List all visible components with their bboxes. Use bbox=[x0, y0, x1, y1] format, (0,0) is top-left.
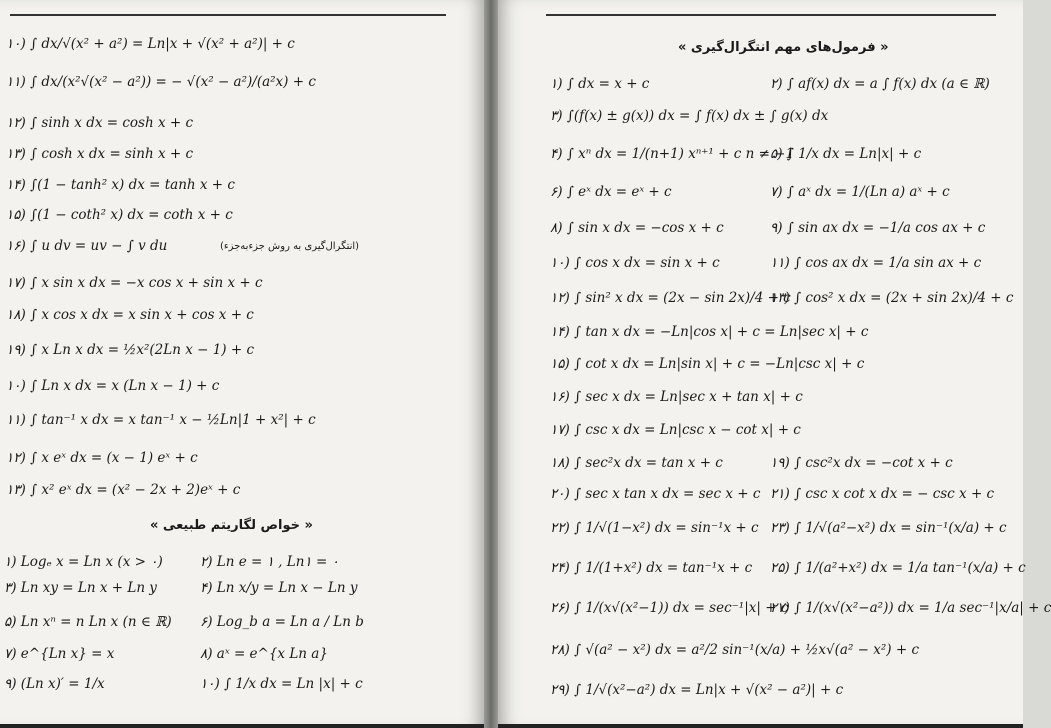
formula-row-3-a: ۴) ∫ xⁿ dx = 1/(n+1) xⁿ⁺¹ + c n ≠ −1 bbox=[550, 146, 795, 162]
formula-row-14-a: ۲۲) ∫ 1/√(1−x²) dx = sin⁻¹x + c bbox=[550, 520, 759, 536]
formula-row-10-a: ۱۶) ∫ sec x dx = Ln|sec x + tan x| + c bbox=[550, 389, 803, 405]
log-row-2-b: ۴) Ln x/y = Ln x − Ln y bbox=[200, 580, 358, 596]
book-gutter bbox=[484, 0, 498, 728]
formula-row-8-a: ۱۴) ∫ tan x dx = −Ln|cos x| + c = Ln|sec x| + c bbox=[550, 324, 869, 340]
bottom-edge bbox=[0, 724, 484, 728]
formula-row-5-b: ۹) ∫ sin ax dx = −1/a cos ax + c bbox=[770, 220, 986, 236]
formula-row-15-a: ۲۴) ∫ 1/(1+x²) dx = tan⁻¹x + c bbox=[550, 560, 753, 576]
log-row-1-a: ۱) Logₑ x = Ln x (x > ۰) bbox=[4, 554, 163, 570]
formula-left-5: ۱۴) ∫(1 − tanh² x) dx = tanh x + c bbox=[6, 177, 235, 193]
formula-left-7: ۱۶) ∫ u dv = uv − ∫ v du bbox=[6, 238, 168, 254]
formula-row-6-b: ۱۱) ∫ cos ax dx = 1/a sin ax + c bbox=[770, 255, 982, 271]
formula-row-4-a: ۶) ∫ eˣ dx = eˣ + c bbox=[550, 184, 672, 200]
log-properties-heading: « خواص لگاریتم طبیعی » bbox=[150, 518, 313, 533]
formula-left-4: ۱۳) ∫ cosh x dx = sinh x + c bbox=[6, 146, 194, 162]
formula-row-7-b: ۱۳) ∫ cos² x dx = (2x + sin 2x)/4 + c bbox=[770, 290, 1014, 306]
log-row-3-a: ۵) Ln xⁿ = n Ln x (n ∈ ℝ) bbox=[4, 614, 172, 630]
formula-row-13-b: ۲۱) ∫ csc x cot x dx = − csc x + c bbox=[770, 486, 995, 502]
formula-row-14-b: ۲۳) ∫ 1/√(a²−x²) dx = sin⁻¹(x/a) + c bbox=[770, 520, 1007, 536]
log-row-3-b: ۶) Log_b a = Ln a / Ln b bbox=[200, 614, 364, 630]
formula-row-12-a: ۱۸) ∫ sec²x dx = tan x + c bbox=[550, 455, 723, 471]
right-page bbox=[498, 0, 1051, 728]
formula-row-1-b: ۲) ∫ af(x) dx = a ∫ f(x) dx (a ∈ ℝ) bbox=[770, 76, 990, 92]
formula-row-13-a: ۲۰) ∫ sec x tan x dx = sec x + c bbox=[550, 486, 761, 502]
log-row-5-a: ۹) (Ln x)′ = 1/x bbox=[4, 676, 105, 692]
formula-left-10: ۱۹) ∫ x Ln x dx = ½x²(2Ln x − 1) + c bbox=[6, 342, 255, 358]
formula-left-2: ۱۱) ∫ dx/(x²√(x² − a²)) = − √(x² − a²)/(a²x) + c bbox=[6, 74, 316, 90]
formula-row-15-b: ۲۵) ∫ 1/(a²+x²) dx = 1/a tan⁻¹(x/a) + c bbox=[770, 560, 1026, 576]
formula-left-6: ۱۵) ∫(1 − coth² x) dx = coth x + c bbox=[6, 207, 233, 223]
formula-row-4-b: ۷) ∫ aˣ dx = 1/(Ln a) aˣ + c bbox=[770, 184, 950, 200]
by-parts-note: (انتگرال‌گیری به روش جزء‌به‌جزء) bbox=[220, 241, 360, 252]
formula-row-18-a: ۲۹) ∫ 1/√(x²−a²) dx = Ln|x + √(x² − a²)| + c bbox=[550, 682, 844, 698]
formula-row-1-a: ۱) ∫ dx = x + c bbox=[550, 76, 650, 92]
log-row-4-b: ۸) aˣ = e^{x Ln a} bbox=[200, 646, 328, 662]
formula-left-12: ۱۱) ∫ tan⁻¹ x dx = x tan⁻¹ x − ½Ln|1 + x²| + c bbox=[6, 412, 316, 428]
integration-formulas-heading: « فرمول‌های مهم انتگرال‌گیری » bbox=[678, 40, 889, 55]
formula-left-13: ۱۲) ∫ x eˣ dx = (x − 1) eˣ + c bbox=[6, 450, 198, 466]
formula-row-6-a: ۱۰) ∫ cos x dx = sin x + c bbox=[550, 255, 720, 271]
formula-left-11: ۱۰) ∫ Ln x dx = x (Ln x − 1) + c bbox=[6, 378, 220, 394]
formula-row-9-a: ۱۵) ∫ cot x dx = Ln|sin x| + c = −Ln|csc x| + c bbox=[550, 356, 865, 372]
top-rule bbox=[10, 14, 446, 16]
top-rule bbox=[546, 14, 996, 16]
log-row-5-b: ۱۰) ∫ 1/x dx = Ln |x| + c bbox=[200, 676, 363, 692]
formula-row-16-b: ۲۷) ∫ 1/(x√(x²−a²)) dx = 1/a sec⁻¹|x/a| + c bbox=[770, 600, 1051, 616]
formula-left-1: ۱۰) ∫ dx/√(x² + a²) = Ln|x + √(x² + a²)| + c bbox=[6, 36, 295, 52]
formula-left-9: ۱۸) ∫ x cos x dx = x sin x + cos x + c bbox=[6, 307, 254, 323]
formula-left-3: ۱۲) ∫ sinh x dx = cosh x + c bbox=[6, 115, 194, 131]
log-row-4-a: ۷) e^{Ln x} = x bbox=[4, 646, 115, 662]
formula-row-16-a: ۲۶) ∫ 1/(x√(x²−1)) dx = sec⁻¹|x| + c bbox=[550, 600, 789, 616]
formula-left-8: ۱۷) ∫ x sin x dx = −x cos x + sin x + c bbox=[6, 275, 263, 291]
formula-row-17-a: ۲۸) ∫ √(a² − x²) dx = a²/2 sin⁻¹(x/a) + ½x√(a² − x²) + c bbox=[550, 642, 920, 658]
log-row-2-a: ۳) Ln xy = Ln x + Ln y bbox=[4, 580, 157, 596]
left-page bbox=[0, 0, 484, 728]
formula-row-11-a: ۱۷) ∫ csc x dx = Ln|csc x − cot x| + c bbox=[550, 422, 801, 438]
formula-row-7-a: ۱۲) ∫ sin² x dx = (2x − sin 2x)/4 + c bbox=[550, 290, 791, 306]
formula-row-12-b: ۱۹) ∫ csc²x dx = −cot x + c bbox=[770, 455, 953, 471]
bottom-edge bbox=[498, 724, 1023, 728]
formula-row-2-a: ۳) ∫(f(x) ± g(x)) dx = ∫ f(x) dx ± ∫ g(x) dx bbox=[550, 108, 829, 124]
formula-left-14: ۱۳) ∫ x² eˣ dx = (x² − 2x + 2)eˣ + c bbox=[6, 482, 241, 498]
formula-row-5-a: ۸) ∫ sin x dx = −cos x + c bbox=[550, 220, 724, 236]
log-row-1-b: ۲) Ln e = ۱ , Ln۱ = ۰ bbox=[200, 554, 339, 570]
formula-row-3-b: ۵) ∫ 1/x dx = Ln|x| + c bbox=[770, 146, 922, 162]
